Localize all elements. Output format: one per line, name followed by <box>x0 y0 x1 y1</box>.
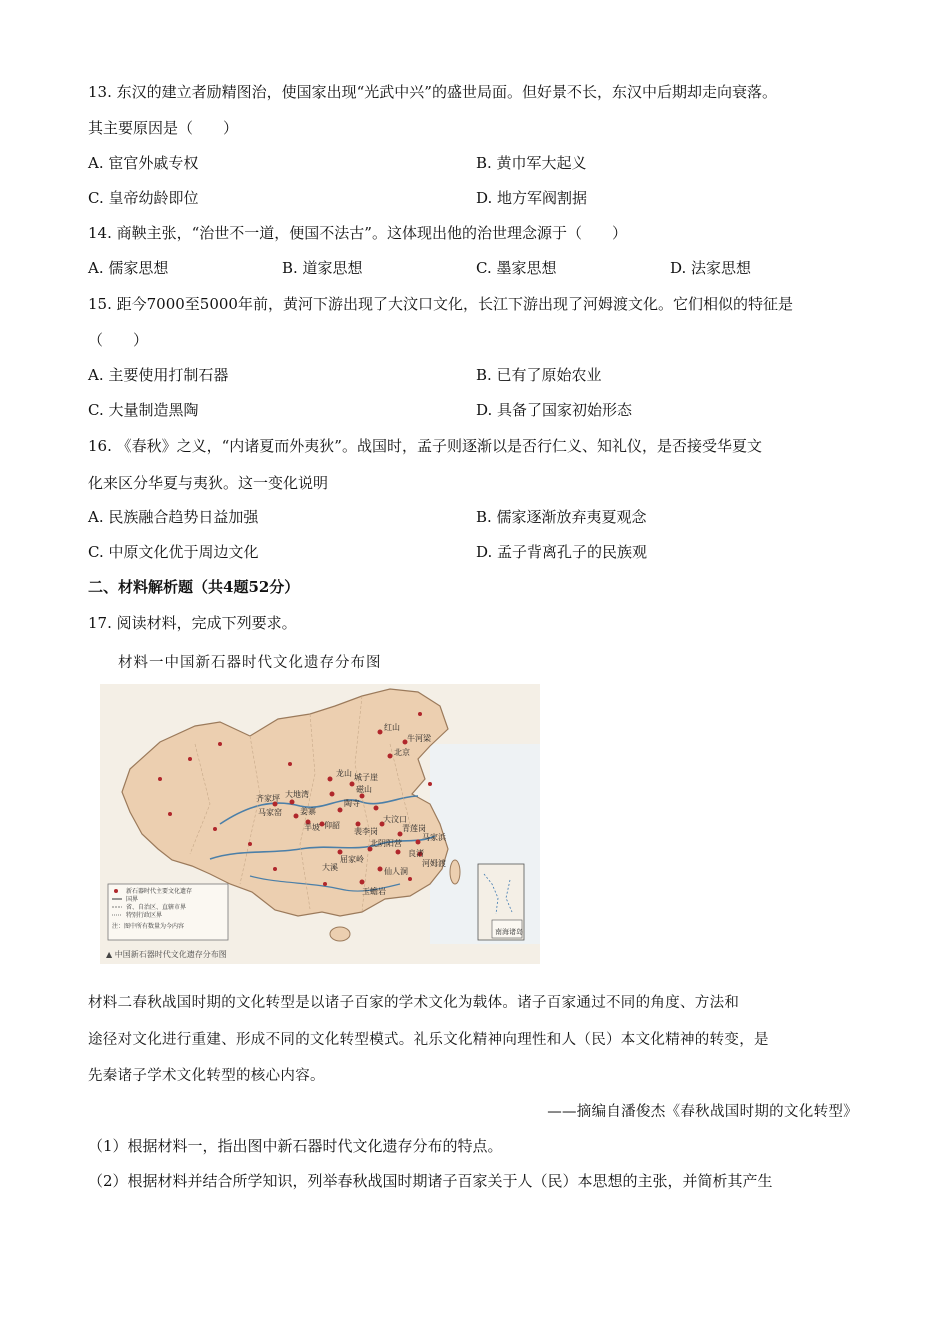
q16-option-c: C. 中原文化优于周边文化 <box>88 543 259 561</box>
south-china-sea-inset <box>478 864 524 940</box>
q15-option-a: A. 主要使用打制石器 <box>88 366 229 384</box>
q13-option-a: A. 宦官外戚专权 <box>88 154 199 172</box>
q17-stem: 17. 阅读材料，完成下列要求。 <box>88 614 297 632</box>
material1-title: 材料一中国新石器时代文化遗存分布图 <box>118 655 382 671</box>
q15-stem-line1: 15. 距今7000至5000年前，黄河下游出现了大汶口文化，长江下游出现了河姆渡文化。它们相似的特征是 <box>88 295 793 313</box>
site-label: 牛河梁 <box>407 734 431 743</box>
q14-option-d: D. 法家思想 <box>670 259 752 277</box>
legend-item: 特别行政区界 <box>126 912 163 919</box>
site-label: 仰韶 <box>324 821 340 830</box>
q15-option-b: B. 已有了原始农业 <box>476 366 602 384</box>
q16-option-a: A. 民族融合趋势日益加强 <box>88 508 259 526</box>
site-label: 北京 <box>394 748 410 757</box>
q16-stem-line1: 16. 《春秋》之义，“内诸夏而外夷狄”。战国时，孟子则逐渐以是否行仁义、知礼仪，是否接受华夏文 <box>88 437 762 455</box>
q15-stem-line2: （ ） <box>88 331 149 349</box>
q14-stem: 14. 商鞅主张，“治世不一道，便国不法古”。这体现出他的治世理念源于（ ） <box>88 224 627 242</box>
neolithic-sites-map <box>100 684 540 964</box>
q16-option-b: B. 儒家逐渐放弃夷夏观念 <box>476 508 647 526</box>
site-label: 大溪 <box>322 863 338 872</box>
q16-option-d: D. 孟子背离孔子的民族观 <box>476 543 648 561</box>
site-label: 齐家坪 <box>256 794 280 803</box>
q15-option-d: D. 具备了国家初始形态 <box>476 401 633 419</box>
inset-label: 南海诸岛 <box>495 928 523 936</box>
q17-sub2: （2）根据材料并结合所学知识，列举春秋战国时期诸子百家关于人（民）本思想的主张，并简析其产生 <box>88 1172 773 1190</box>
material2-line1: 材料二春秋战国时期的文化转型是以诸子百家的学术文化为载体。诸子百家通过不同的角度、方法和 <box>88 995 740 1011</box>
legend-item: 国界 <box>126 896 139 903</box>
q13-stem-line1: 13. 东汉的建立者励精图治，使国家出现“光武中兴”的盛世局面。但好景不长，东汉中后期却走向衰落。 <box>88 83 777 101</box>
site-label: 姜寨 <box>300 807 316 816</box>
site-label: 玉蟾岩 <box>362 887 386 896</box>
site-label: 屈家岭 <box>340 855 364 864</box>
q13-stem-line2: 其主要原因是（ ） <box>88 119 239 137</box>
q13-option-d: D. 地方军阀割据 <box>476 189 588 207</box>
site-label: 半坡 <box>304 823 320 832</box>
site-label: 大地湾 <box>285 790 309 799</box>
material2-line3: 先秦诸子学术文化转型的核心内容。 <box>88 1068 325 1084</box>
q17-sub1: （1）根据材料一，指出图中新石器时代文化遗存分布的特点。 <box>88 1137 503 1155</box>
site-label: 仙人洞 <box>384 867 408 876</box>
site-label: 大汶口 <box>383 815 407 824</box>
site-label: 青莲岗 <box>402 824 426 833</box>
q15-option-c: C. 大量制造黑陶 <box>88 401 199 419</box>
q13-option-c: C. 皇帝幼龄即位 <box>88 189 199 207</box>
site-label: 龙山 <box>336 769 352 778</box>
site-label: 马家窑 <box>258 808 282 817</box>
site-label: 陶寺 <box>344 799 360 808</box>
site-label: 良渚 <box>408 849 424 858</box>
site-label: 北阴阳营 <box>370 839 402 848</box>
legend-item: 新石器时代主要文化遗存 <box>126 888 193 895</box>
section-2-title: 二、材料解析题（共4题52分） <box>88 578 300 596</box>
q13-option-b: B. 黄巾军大起义 <box>476 154 587 172</box>
site-label: 河姆渡 <box>422 859 446 868</box>
q14-option-c: C. 墨家思想 <box>476 259 557 277</box>
site-label: 城子崖 <box>354 773 378 782</box>
site-label: 马家浜 <box>422 833 446 842</box>
material2-source: ——摘编自潘俊杰《春秋战国时期的文化转型》 <box>547 1104 858 1120</box>
q14-option-a: A. 儒家思想 <box>88 259 169 277</box>
map-legend <box>108 884 228 940</box>
legend-item: 省、自治区、直辖市界 <box>126 904 187 911</box>
material2-line2: 途径对文化进行重建、形成不同的文化转型模式。礼乐文化精神向理性和人（民）本文化精神的转变，是 <box>88 1032 769 1048</box>
legend-item: 注：图中所有数量为今内容 <box>112 923 185 930</box>
site-label: 裴李岗 <box>354 827 378 836</box>
site-label: 磁山 <box>356 785 372 794</box>
site-label: 红山 <box>384 723 400 732</box>
q16-stem-line2: 化来区分华夏与夷狄。这一变化说明 <box>88 474 329 492</box>
q14-option-b: B. 道家思想 <box>282 259 363 277</box>
map-caption: ▲ 中国新石器时代文化遗存分布图 <box>106 950 227 959</box>
